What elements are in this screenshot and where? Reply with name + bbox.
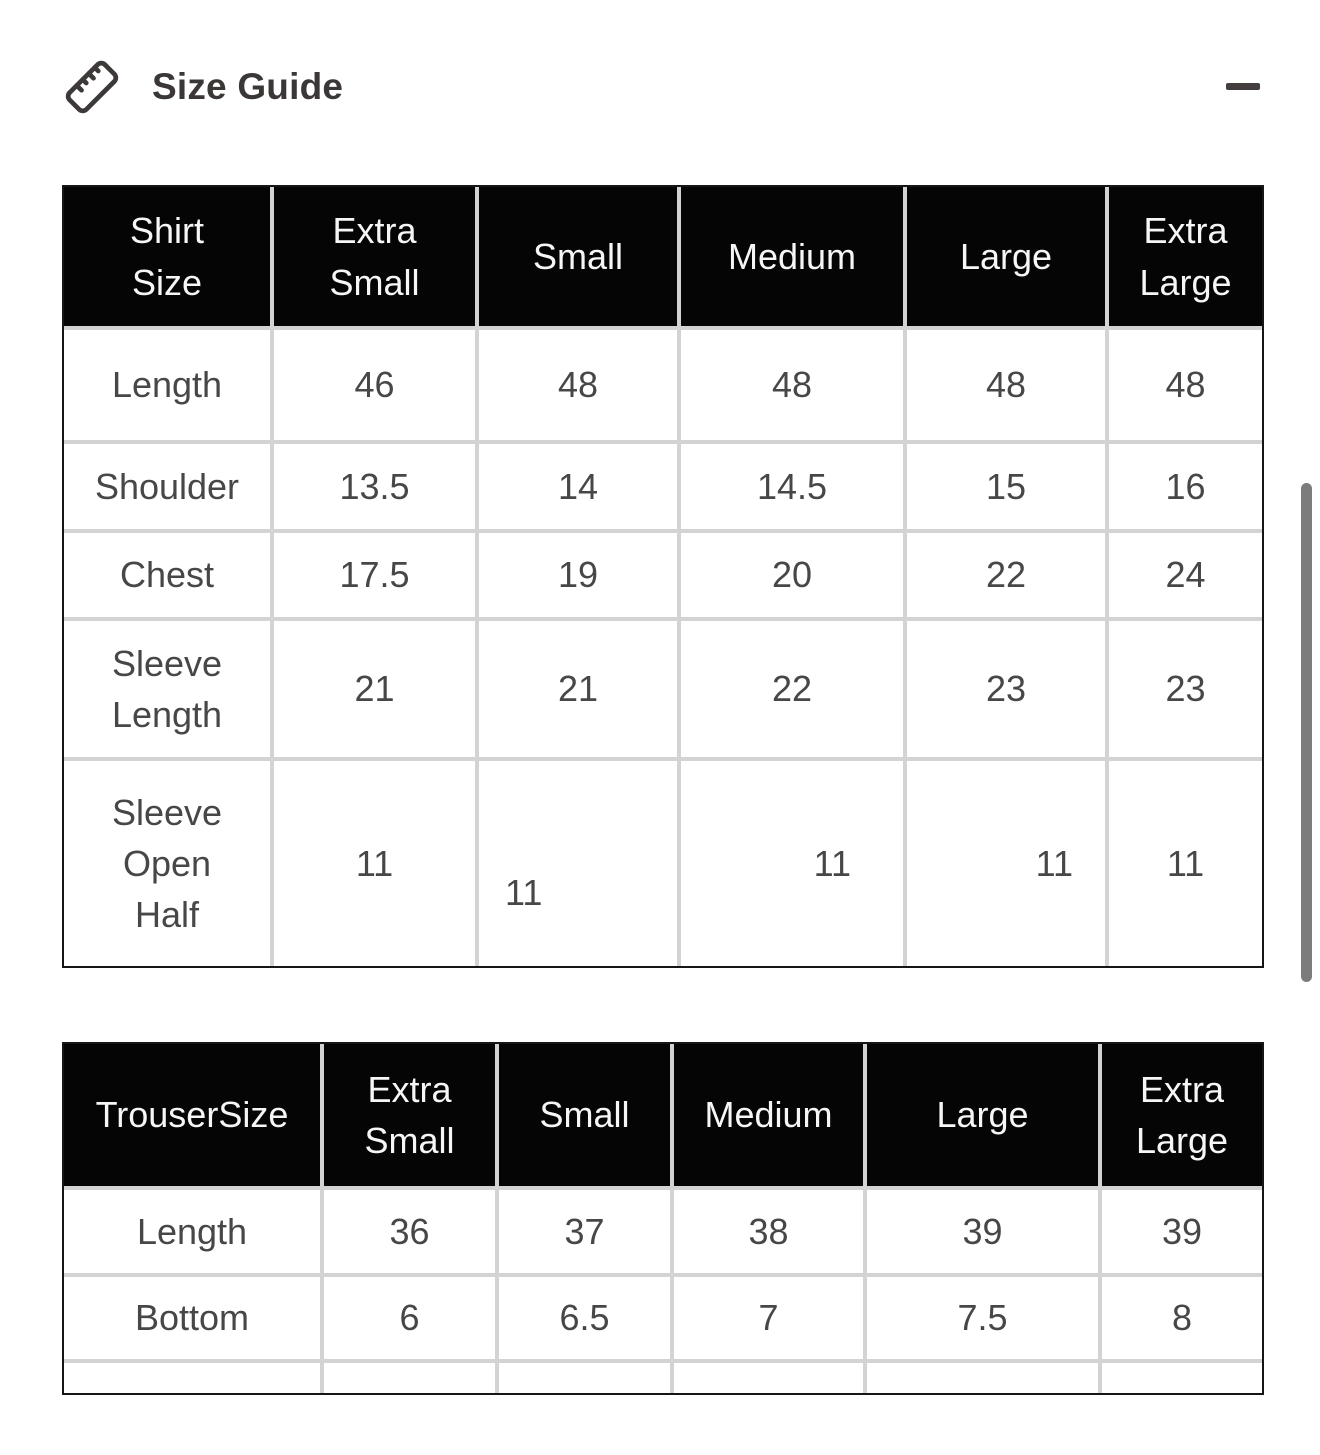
column-header: Medium (674, 1044, 867, 1190)
value-cell: 7.5 (867, 1277, 1102, 1363)
value-cell: 48 (681, 330, 907, 444)
value-cell: 11 (479, 761, 681, 966)
value-cell: 24 (1109, 533, 1262, 621)
value-cell: 7 (674, 1277, 867, 1363)
column-header: Extra Large (1109, 187, 1262, 330)
table-row (64, 1190, 1262, 1277)
shirt-size-table (62, 185, 1264, 968)
value-cell (499, 1363, 674, 1393)
value-cell: 48 (479, 330, 681, 444)
table-row (64, 1363, 1262, 1393)
value-cell: 13.5 (274, 444, 479, 533)
value-cell: 36 (324, 1190, 499, 1277)
minus-icon (1226, 83, 1260, 90)
trouser-header-row (64, 1044, 1262, 1190)
value-cell: 23 (1109, 621, 1262, 761)
value-cell: 39 (1102, 1190, 1262, 1277)
value-cell: 11 (907, 761, 1109, 966)
row-label-cell: Bottom (64, 1277, 324, 1363)
table-row (64, 621, 1262, 761)
column-header: Extra Large (1102, 1044, 1262, 1190)
column-header: Small (479, 187, 681, 330)
value-cell: 37 (499, 1190, 674, 1277)
value-cell: 14.5 (681, 444, 907, 533)
value-cell: 48 (1109, 330, 1262, 444)
column-header: Medium (681, 187, 907, 330)
row-label-cell: Sleeve Open Half (64, 761, 274, 966)
column-header: Small (499, 1044, 674, 1190)
table-row (64, 761, 1262, 966)
value-cell: 21 (274, 621, 479, 761)
value-cell: 22 (907, 533, 1109, 621)
ruler-icon (62, 57, 122, 117)
value-cell: 6.5 (499, 1277, 674, 1363)
value-cell: 14 (479, 444, 681, 533)
row-label-cell: Sleeve Length (64, 621, 274, 761)
page-title: Size Guide (152, 66, 344, 107)
value-cell: 11 (1166, 842, 1205, 884)
table-row (64, 330, 1262, 444)
value-cell: 17.5 (274, 533, 479, 621)
row-label-cell: Chest (64, 533, 274, 621)
trouser-size-table (62, 1042, 1264, 1395)
column-header: Large (867, 1044, 1102, 1190)
value-cell: 11 (681, 761, 907, 966)
row-label-cell (64, 1363, 324, 1393)
value-cell: 39 (867, 1190, 1102, 1277)
value-cell: 8 (1102, 1277, 1262, 1363)
value-cell: 38 (674, 1190, 867, 1277)
table-row (64, 533, 1262, 621)
table-row (64, 1277, 1262, 1363)
size-guide-header (62, 52, 1260, 122)
value-cell: 16 (1109, 444, 1262, 533)
row-label-cell: Shoulder (64, 444, 274, 533)
column-header: Extra Small (274, 187, 479, 330)
value-cell: 23 (907, 621, 1109, 761)
column-header: Large (907, 187, 1109, 330)
column-header: TrouserSize (64, 1044, 324, 1190)
value-cell: 20 (681, 533, 907, 621)
value-cell: 6 (324, 1277, 499, 1363)
column-header: Shirt Size (64, 187, 274, 330)
value-cell: 48 (907, 330, 1109, 444)
scrollbar-thumb[interactable] (1301, 483, 1312, 982)
collapse-button[interactable] (1212, 66, 1260, 106)
table-row (64, 444, 1262, 533)
value-cell: 22 (681, 621, 907, 761)
value-cell (867, 1363, 1102, 1393)
value-cell (324, 1363, 499, 1393)
value-cell: 11 (274, 761, 479, 966)
value-cell (1102, 1363, 1262, 1393)
row-label-cell: Length (64, 1190, 324, 1277)
value-cell: 46 (274, 330, 479, 444)
column-header: Extra Small (324, 1044, 499, 1190)
value-cell: 21 (479, 621, 681, 761)
row-label-cell: Length (64, 330, 274, 444)
shirt-header-row (64, 187, 1262, 330)
value-cell (674, 1363, 867, 1393)
value-cell: 15 (907, 444, 1109, 533)
value-cell: 19 (479, 533, 681, 621)
